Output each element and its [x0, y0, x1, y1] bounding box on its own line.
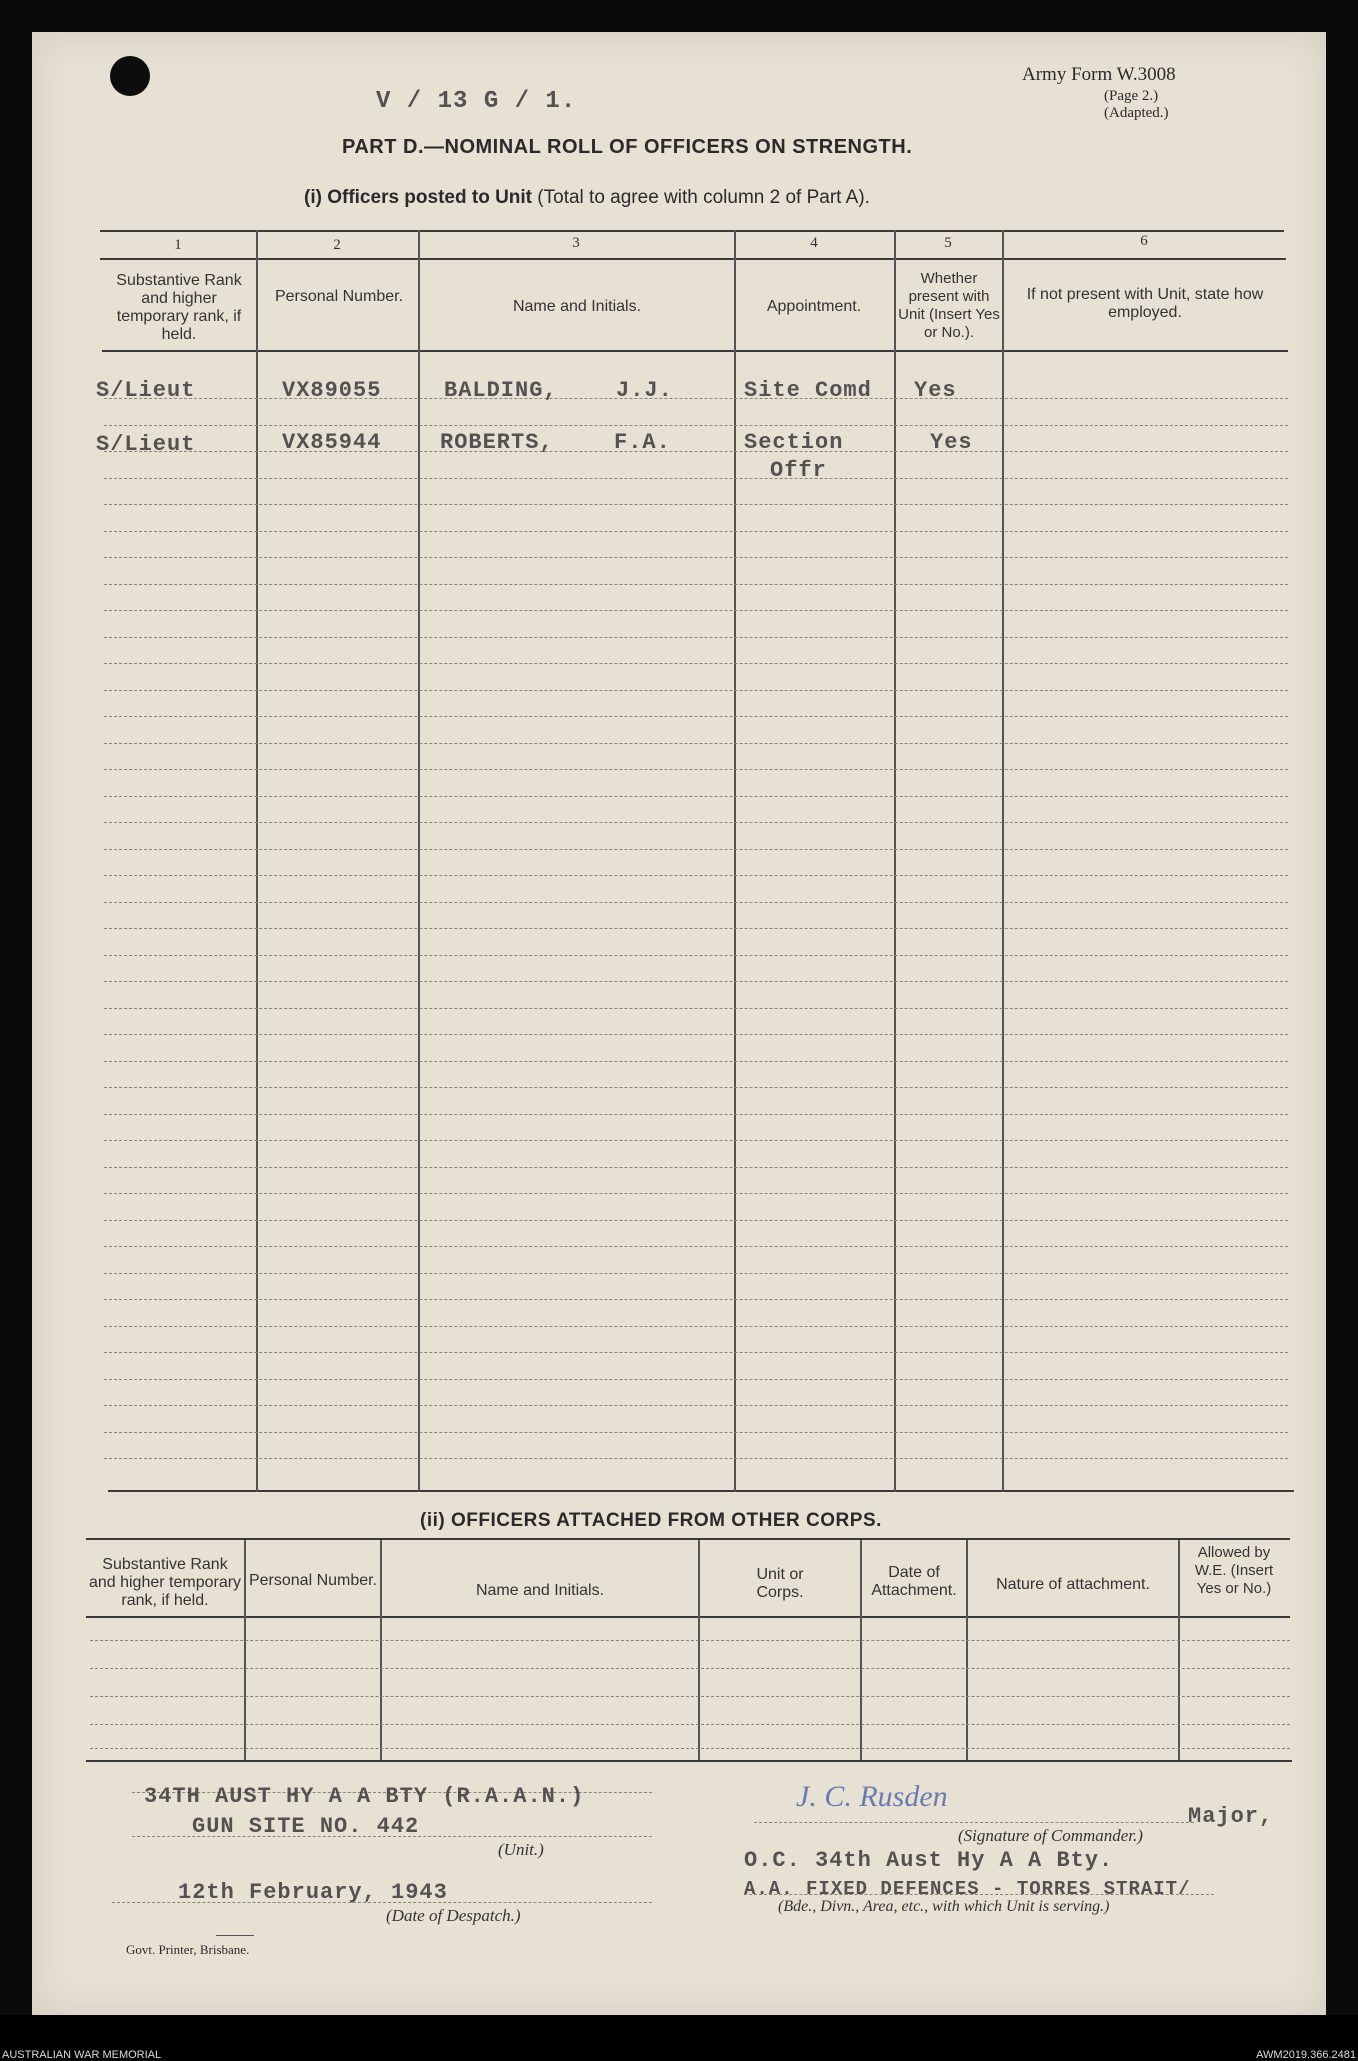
table1-row-line [104, 1087, 1288, 1088]
t2-header-rank: Substantive Rank and higher temporary rank, if held. [88, 1556, 242, 1609]
printer-note: Govt. Printer, Brisbane. [126, 1942, 250, 1957]
table1-row-line [104, 822, 1288, 823]
table1-row-line [104, 1061, 1288, 1062]
form-page [32, 32, 1326, 2015]
table1-row-line [104, 1008, 1288, 1009]
signature-dotted-line [754, 1822, 1194, 1823]
table1-row-line [104, 769, 1288, 770]
table1-row-line [104, 716, 1288, 717]
col-number: 4 [810, 235, 818, 251]
section2-title: (ii) OFFICERS ATTACHED FROM OTHER CORPS. [420, 1510, 882, 1531]
table1-row-line [104, 663, 1288, 664]
archive-id: AWM2019.366.2481 [1256, 2049, 1356, 2061]
archive-footer [0, 2015, 1358, 2061]
table1-row-line [104, 1405, 1288, 1406]
table2-top-rule [86, 1538, 1290, 1540]
table1-row-line [104, 1167, 1288, 1168]
file-reference: V / 13 G / 1. [376, 88, 577, 115]
col-number: 5 [944, 235, 952, 251]
commander-rank: Major, [1188, 1804, 1274, 1829]
t2-header-personal-number: Personal Number. [248, 1572, 378, 1589]
table1-row-line [104, 743, 1288, 744]
table1-row-line [104, 1140, 1288, 1141]
table1-row-line [104, 1326, 1288, 1327]
table1-row-line [104, 478, 1288, 479]
table1-header-rule [102, 350, 1288, 352]
unit-label: (Unit.) [498, 1840, 544, 1859]
printer-rule [216, 1935, 254, 1936]
table1-col-divider [418, 230, 420, 1492]
table1-number-rule [100, 258, 1286, 260]
row1-initials: J.J. [616, 378, 673, 403]
form-id: Army Form W.3008 [1022, 64, 1176, 85]
table1-top-rule [100, 230, 1284, 232]
table2-row-line [90, 1724, 1290, 1725]
t2-header-date: Date of Attachment. [871, 1564, 957, 1599]
row1-appointment: Site Comd [744, 378, 872, 403]
row2-number: VX85944 [282, 430, 382, 455]
table1-row-line [104, 928, 1288, 929]
col-number: 1 [174, 237, 182, 253]
signature-label: (Signature of Commander.) [958, 1826, 1143, 1845]
row1-number: VX89055 [282, 378, 382, 403]
table2-col-divider [698, 1540, 700, 1760]
form-adapted: (Adapted.) [1104, 105, 1169, 121]
formation-dotted-line [744, 1894, 1214, 1895]
unit-dotted-line [132, 1836, 652, 1837]
form-page-number: (Page 2.) [1104, 88, 1159, 104]
table2-col-divider [244, 1540, 246, 1760]
table1-row-line [104, 1034, 1288, 1035]
section1-label: (i) [304, 187, 322, 208]
table2-col-divider [966, 1540, 968, 1760]
despatch-date: 12th February, 1943 [178, 1880, 448, 1905]
header-rank: Substantive Rank and higher temporary rank, if held. [116, 272, 242, 343]
header-present: Whether present with Unit (Insert Yes or No.). [898, 270, 1000, 341]
header-employed: If not present with Unit, state how employed. [1026, 286, 1264, 321]
row1-present: Yes [914, 378, 957, 403]
t2-header-name: Name and Initials. [475, 1582, 605, 1599]
row2-initials: F.A. [614, 430, 671, 455]
table1-row-line [104, 637, 1288, 638]
date-label: (Date of Despatch.) [386, 1906, 521, 1925]
header-personal-number: Personal Number. [274, 288, 404, 305]
col-number: 3 [572, 235, 580, 251]
table1-col-divider [894, 230, 896, 1492]
table1-col-divider [256, 230, 258, 1492]
table2-row-line [90, 1640, 1290, 1641]
table1-row-line [104, 1220, 1288, 1221]
punch-hole [110, 56, 150, 96]
row2-present: Yes [930, 430, 973, 455]
unit-site: GUN SITE NO. 442 [192, 1814, 420, 1839]
header-appointment: Appointment. [766, 298, 862, 315]
header-name: Name and Initials. [512, 298, 642, 315]
table1-row-line [104, 796, 1288, 797]
table1-row-line [104, 1432, 1288, 1433]
table1-row-line [104, 1299, 1288, 1300]
section1-note: (Total to agree with column 2 of Part A). [537, 187, 870, 208]
table1-row-line [104, 610, 1288, 611]
table2-row-line [90, 1668, 1290, 1669]
oc-line: O.C. 34th Aust Hy A A Bty. [744, 1848, 1114, 1873]
table1-row-line [104, 1458, 1288, 1459]
table1-row-line [104, 1114, 1288, 1115]
formation-label: (Bde., Divn., Area, etc., with which Unit is serving.) [778, 1898, 1110, 1915]
table1-row-line [104, 1193, 1288, 1194]
commander-signature: J. C. Rusden [796, 1780, 948, 1813]
unit-name: 34TH AUST HY A A BTY (R.A.A.N.) [144, 1784, 585, 1809]
table1-row-line [104, 584, 1288, 585]
date-dotted-line [112, 1902, 652, 1903]
table1-row-line [104, 531, 1288, 532]
row2-name: ROBERTS, [440, 430, 554, 455]
formation-line: A.A. FIXED DEFENCES - TORRES STRAIT/ [744, 1878, 1191, 1900]
table1-row-line [104, 557, 1288, 558]
table1-row-line [104, 425, 1288, 426]
row1-rank: S/Lieut [96, 378, 196, 403]
table1-row-line [104, 1273, 1288, 1274]
table1-row-line [104, 849, 1288, 850]
t2-header-allowed: Allowed by W.E. (Insert Yes or No.) [1194, 1544, 1274, 1597]
t2-header-nature: Nature of attachment. [996, 1576, 1150, 1593]
table1-row-line [104, 902, 1288, 903]
table1-row-line [104, 1379, 1288, 1380]
table1-row-line [104, 1352, 1288, 1353]
table1-row-line [104, 955, 1288, 956]
table1-row-line [104, 504, 1288, 505]
table2-col-divider [1178, 1540, 1180, 1760]
table2-col-divider [380, 1540, 382, 1760]
table1-row-line [104, 690, 1288, 691]
col-number: 6 [1140, 233, 1148, 249]
table2-row-line [90, 1696, 1290, 1697]
table2-bottom-rule [86, 1760, 1292, 1762]
table1-row-line [104, 1246, 1288, 1247]
table1-col-divider [734, 230, 736, 1492]
row2-appointment-cont: Offr [770, 458, 827, 483]
t2-header-unit: Unit or Corps. [756, 1566, 804, 1601]
section1-title: Officers posted to Unit [327, 187, 533, 208]
table1-col-divider [1002, 230, 1004, 1492]
table1-row-line [104, 981, 1288, 982]
table2-header-rule [86, 1616, 1290, 1618]
table1-bottom-rule [108, 1490, 1294, 1492]
archive-source: AUSTRALIAN WAR MEMORIAL [2, 2049, 162, 2061]
col-number: 2 [333, 237, 341, 253]
section1-heading [304, 187, 870, 209]
row1-name: BALDING, [444, 378, 558, 403]
part-title: PART D.—NOMINAL ROLL OF OFFICERS ON STRENGTH. [342, 136, 913, 158]
row2-rank: S/Lieut [96, 432, 196, 457]
table1-row-line [104, 875, 1288, 876]
row2-appointment: Section [744, 430, 844, 455]
table2-row-line [90, 1748, 1290, 1749]
